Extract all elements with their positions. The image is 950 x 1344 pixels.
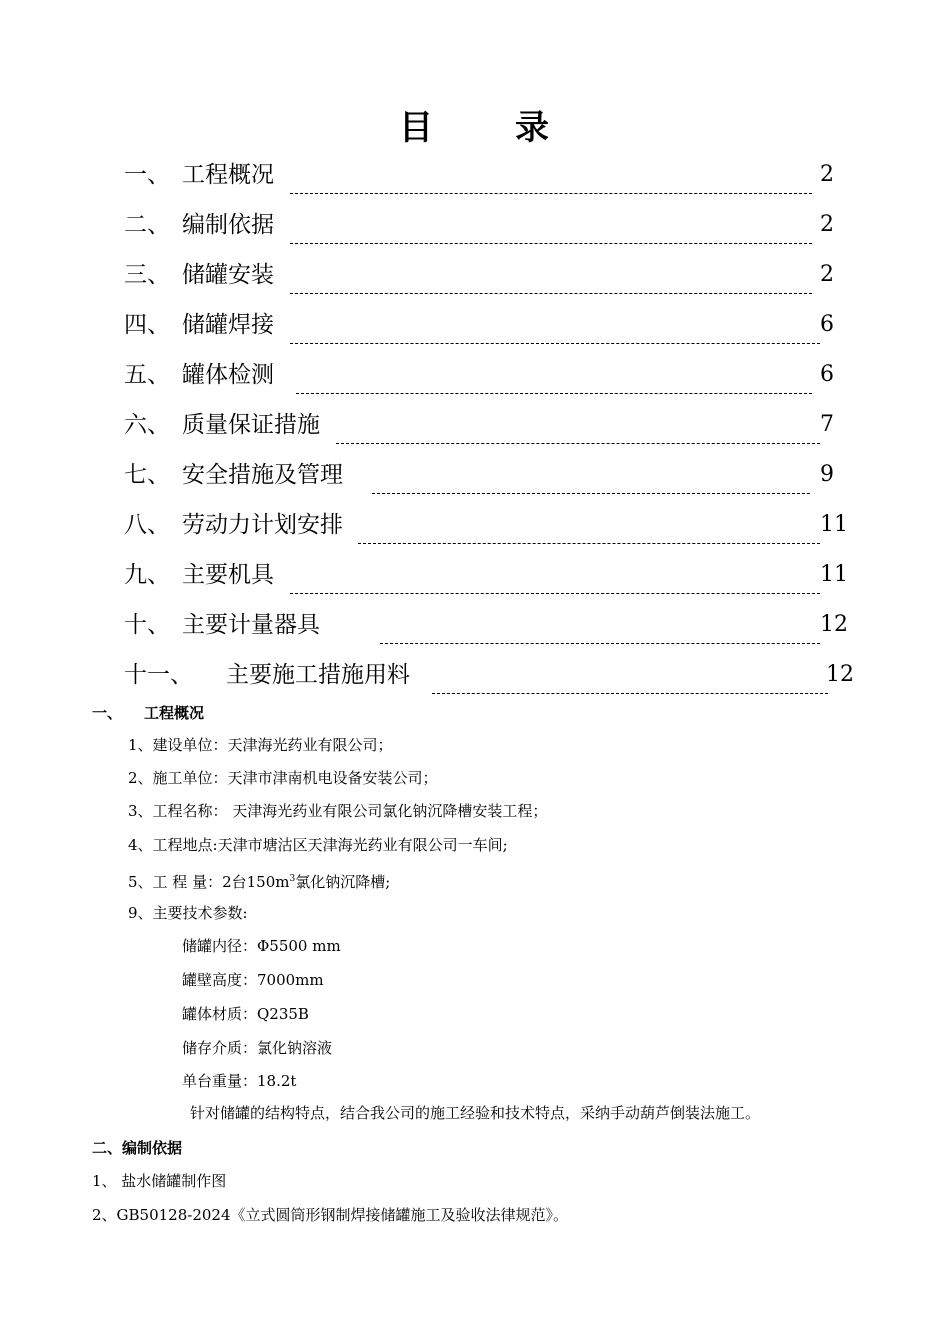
toc-entry-page: 6 (820, 312, 834, 337)
section1-heading-num: 一、 (92, 704, 123, 722)
toc-entry-title: 储罐安装 (182, 262, 274, 288)
toc-entry-number: 四、 (124, 312, 170, 338)
section2-heading: 二、编制依据 (92, 1139, 183, 1157)
param-inner-diameter: 储罐内径：Φ5500 mm (182, 937, 341, 955)
project-item-4: 4、工程地点:天津市塘沽区天津海光药业有限公司一车间; (128, 836, 508, 854)
toc-entry-title: 质量保证措施 (182, 412, 320, 438)
toc-entry-number: 十一、 (124, 662, 193, 688)
toc-entry-page: 7 (820, 412, 834, 437)
toc-entry-number: 九、 (124, 562, 170, 588)
toc-entry-page: 11 (820, 512, 848, 537)
toc-entry-title: 主要计量器具 (182, 612, 320, 638)
toc-title-left: 目 (399, 108, 435, 148)
toc-entry-page: 2 (820, 262, 834, 287)
toc-entry-number: 七、 (124, 462, 170, 488)
toc-title-right: 录 (515, 108, 551, 148)
toc-entry-number: 五、 (124, 362, 170, 388)
toc-entry-title: 主要施工措施用料 (226, 662, 410, 688)
toc-entry (0, 360, 950, 410)
toc-entry-page: 9 (820, 462, 834, 487)
toc-entry-page: 2 (820, 212, 834, 237)
project-item-1: 1、建设单位：天津海光药业有限公司； (128, 736, 393, 754)
section1-heading (92, 702, 204, 723)
project-item-3: 3、工程名称： 天津海光药业有限公司氯化钠沉降槽安装工程； (128, 802, 548, 820)
toc-dot-leader (432, 693, 828, 694)
project-item-5-suffix: 氯化钠沉降槽; (295, 873, 391, 891)
toc-entry (0, 310, 950, 360)
toc-entry-number: 六、 (124, 412, 170, 438)
construction-summary: 针对储罐的结构特点，结合我公司的施工经验和技术特点，采纳手动葫芦倒装法施工。 (190, 1104, 761, 1122)
toc-entry-number: 八、 (124, 512, 170, 538)
toc-dot-leader (290, 193, 812, 194)
toc-entry-number: 三、 (124, 262, 170, 288)
param-wall-height: 罐壁高度：7000mm (182, 971, 324, 989)
toc-dot-leader (290, 293, 812, 294)
toc-entry-number: 一、 (124, 162, 170, 188)
toc-dot-leader (290, 593, 820, 594)
toc-entry (0, 610, 950, 660)
toc-entry (0, 260, 950, 310)
cubic-superscript: 3 (289, 874, 296, 884)
toc-dot-leader (296, 393, 812, 394)
toc-entry-title: 劳动力计划安排 (182, 512, 343, 538)
toc-entry (0, 160, 950, 210)
toc-dot-leader (336, 443, 820, 444)
toc-entry (0, 510, 950, 560)
toc-dot-leader (372, 493, 810, 494)
project-item-9: 9、主要技术参数: (128, 904, 248, 922)
toc-entry-title: 编制依据 (182, 212, 274, 238)
toc-entry-title: 安全措施及管理 (182, 462, 343, 488)
toc-entry-page: 11 (820, 562, 848, 587)
toc-dot-leader (380, 643, 820, 644)
toc-entry-page: 12 (826, 662, 854, 687)
project-item-5-prefix: 5、工 程 量：2台150m (128, 873, 290, 891)
param-weight: 单台重量：18.2t (182, 1072, 297, 1090)
toc-entry-page: 6 (820, 362, 834, 387)
toc-title (0, 100, 950, 149)
param-material: 罐体材质：Q235B (182, 1005, 309, 1023)
toc-entry-title: 罐体检测 (182, 362, 274, 388)
toc-dot-leader (290, 343, 820, 344)
toc-entry-page: 2 (820, 162, 834, 187)
toc-dot-leader (358, 543, 820, 544)
toc-entry-title: 工程概况 (182, 162, 274, 188)
param-medium: 储存介质：氯化钠溶液 (182, 1039, 333, 1057)
basis-item-1: 1、 盐水储罐制作图 (92, 1172, 227, 1190)
project-item-5 (128, 869, 390, 892)
section1-heading-text: 工程概况 (144, 704, 205, 722)
toc-entry (0, 410, 950, 460)
toc-entry-title: 主要机具 (182, 562, 274, 588)
project-item-2: 2、施工单位：天津市津南机电设备安装公司； (128, 769, 438, 787)
toc-entry (0, 560, 950, 610)
toc-entry-number: 二、 (124, 212, 170, 238)
toc-entry-title: 储罐焊接 (182, 312, 274, 338)
basis-item-2: 2、GB50128-2024《立式圆筒形钢制焊接储罐施工及验收法律规范》。 (92, 1206, 569, 1224)
toc-dot-leader (290, 243, 812, 244)
toc-entry (0, 460, 950, 510)
toc-entry-number: 十、 (124, 612, 170, 638)
toc-entry (0, 210, 950, 260)
toc-entry-page: 12 (820, 612, 848, 637)
